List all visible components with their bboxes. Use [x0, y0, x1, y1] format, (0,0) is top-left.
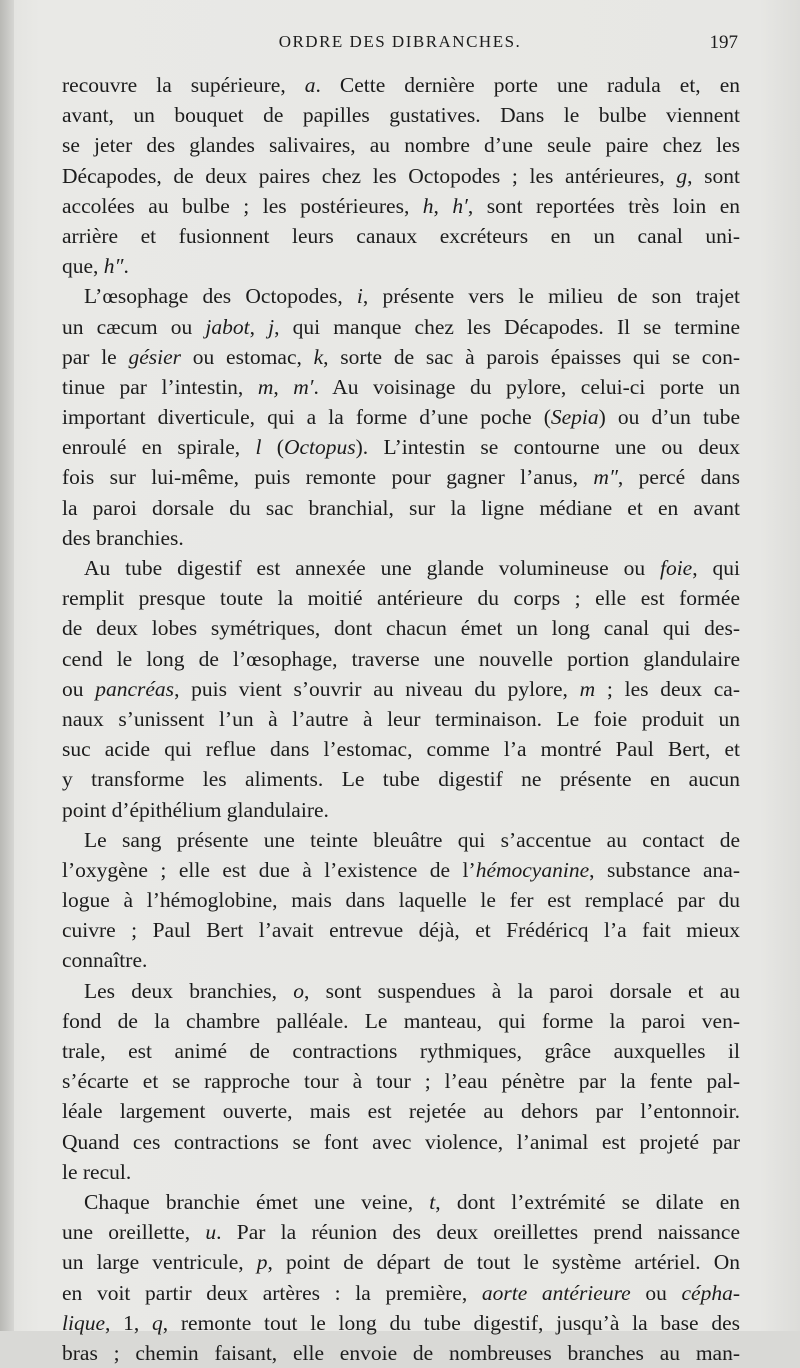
text-line: suc acide qui reflue dans l’estomac, comme l’a montré Paul Bert, et	[62, 737, 740, 762]
text-line: accolées au bulbe ; les postérieures, h, h′, sont reportées très loin en	[62, 193, 740, 218]
text-line: naux s’unissent l’un à l’autre à leur terminaison. Le foie produit un	[62, 706, 740, 731]
text-line: ou pancréas, puis vient s’ouvrir au niveau du pylore, m ; les deux ca-	[62, 676, 740, 701]
text-line: l’oxygène ; elle est due à l’existence de l’hémocyanine, substance ana-	[62, 857, 740, 882]
text-line: le recul.	[62, 1159, 132, 1184]
text-line: important diverticule, qui a la forme d’une poche (Sepia) ou d’un tube	[62, 405, 741, 430]
text-line: par le gésier ou estomac, k, sorte de sac à parois épaisses qui se con-	[62, 344, 740, 369]
text-line: la paroi dorsale du sac branchial, sur la ligne médiane et en avant	[62, 495, 740, 520]
text-line: Quand ces contractions se font avec violence, l’animal est projeté par	[62, 1129, 740, 1154]
paragraph	[62, 1187, 740, 1368]
text-line: bras ; chemin faisant, elle envoie de nombreuses branches au man-	[62, 1340, 740, 1365]
text-line: en voit partir deux artères : la première, aorte antérieure ou cépha-	[62, 1280, 741, 1305]
text-line: fois sur lui-même, puis remonte pour gagner l’anus, m″, percé dans	[62, 465, 740, 490]
text-line: cuivre ; Paul Bert l’avait entrevue déjà, et Frédéricq l’a fait mieux	[62, 918, 740, 943]
text-line: remplit presque toute la moitié antérieure du corps ; elle est formée	[62, 586, 740, 611]
text-line: enroulé en spirale, l (Octopus). L’intestin se contourne une ou deux	[62, 435, 740, 460]
text-line: des branchies.	[62, 525, 184, 550]
text-line: connaître.	[62, 948, 148, 973]
text-line: Chaque branchie émet une veine, t, dont l’extrémité se dilate en	[84, 1189, 740, 1214]
body-text	[62, 70, 740, 1368]
text-line: y transforme les aliments. Le tube digestif ne présente en aucun	[62, 767, 740, 792]
page-number: 197	[709, 32, 738, 53]
text-line: un large ventricule, p, point de départ de tout le système artériel. On	[62, 1250, 740, 1275]
text-line: Décapodes, de deux paires chez les Octopodes ; les antérieures, g, sont	[62, 163, 741, 188]
text-line: Les deux branchies, o, sont suspendues à la paroi dorsale et au	[84, 978, 741, 1003]
text-line: cend le long de l’œsophage, traverse une nouvelle portion glandulaire	[62, 646, 740, 671]
text-line: s’écarte et se rapproche tour à tour ; l’eau pénètre par la fente pal-	[62, 1069, 740, 1094]
text-line: de deux lobes symétriques, dont chacun émet un long canal qui des-	[62, 616, 740, 641]
text-line: L’œsophage des Octopodes, i, présente vers le milieu de son trajet	[84, 284, 740, 309]
page-header	[62, 32, 738, 58]
text-line: fond de la chambre palléale. Le manteau, qui forme la paroi ven-	[62, 1008, 740, 1033]
text-line: trale, est animé de contractions rythmiques, grâce auxquelles il	[62, 1039, 740, 1063]
text-line: arrière et fusionnent leurs canaux excréteurs en un canal uni-	[62, 223, 740, 248]
paragraph	[62, 825, 740, 976]
text-line: Le sang présente une teinte bleuâtre qui s’accentue au contact de	[84, 827, 740, 852]
text-line: Au tube digestif est annexée une glande volumineuse ou foie, qui	[84, 556, 740, 580]
text-line: une oreillette, u. Par la réunion des deux oreillettes prend naissance	[62, 1220, 741, 1245]
text-line: recouvre la supérieure, a. Cette dernière porte une radula et, en	[62, 73, 740, 97]
text-line: un cæcum ou jabot, j, qui manque chez les Décapodes. Il se termine	[62, 314, 740, 339]
paragraph	[62, 70, 740, 281]
paragraph	[62, 553, 740, 825]
text-line: avant, un bouquet de papilles gustatives. Dans le bulbe viennent	[62, 103, 740, 128]
text-line: que, h″.	[62, 254, 129, 279]
text-line: lique, 1, q, remonte tout le long du tube digestif, jusqu’à la base des	[62, 1310, 741, 1335]
text-line: point d’épithélium glandulaire.	[62, 797, 329, 822]
text-line: se jeter des glandes salivaires, au nombre d’une seule paire chez les	[62, 133, 740, 158]
text-line: tinue par l’intestin, m, m′. Au voisinage du pylore, celui-ci porte un	[62, 374, 740, 399]
text-line: logue à l’hémoglobine, mais dans laquelle le fer est remplacé par du	[62, 888, 740, 913]
running-title: ORDRE DES DIBRANCHES.	[278, 32, 522, 51]
text-line: léale largement ouverte, mais est rejetée au dehors par l’entonnoir.	[62, 1099, 740, 1124]
paragraph	[62, 976, 740, 1187]
paragraph	[62, 281, 740, 553]
page-gutter-shadow	[0, 0, 14, 1331]
